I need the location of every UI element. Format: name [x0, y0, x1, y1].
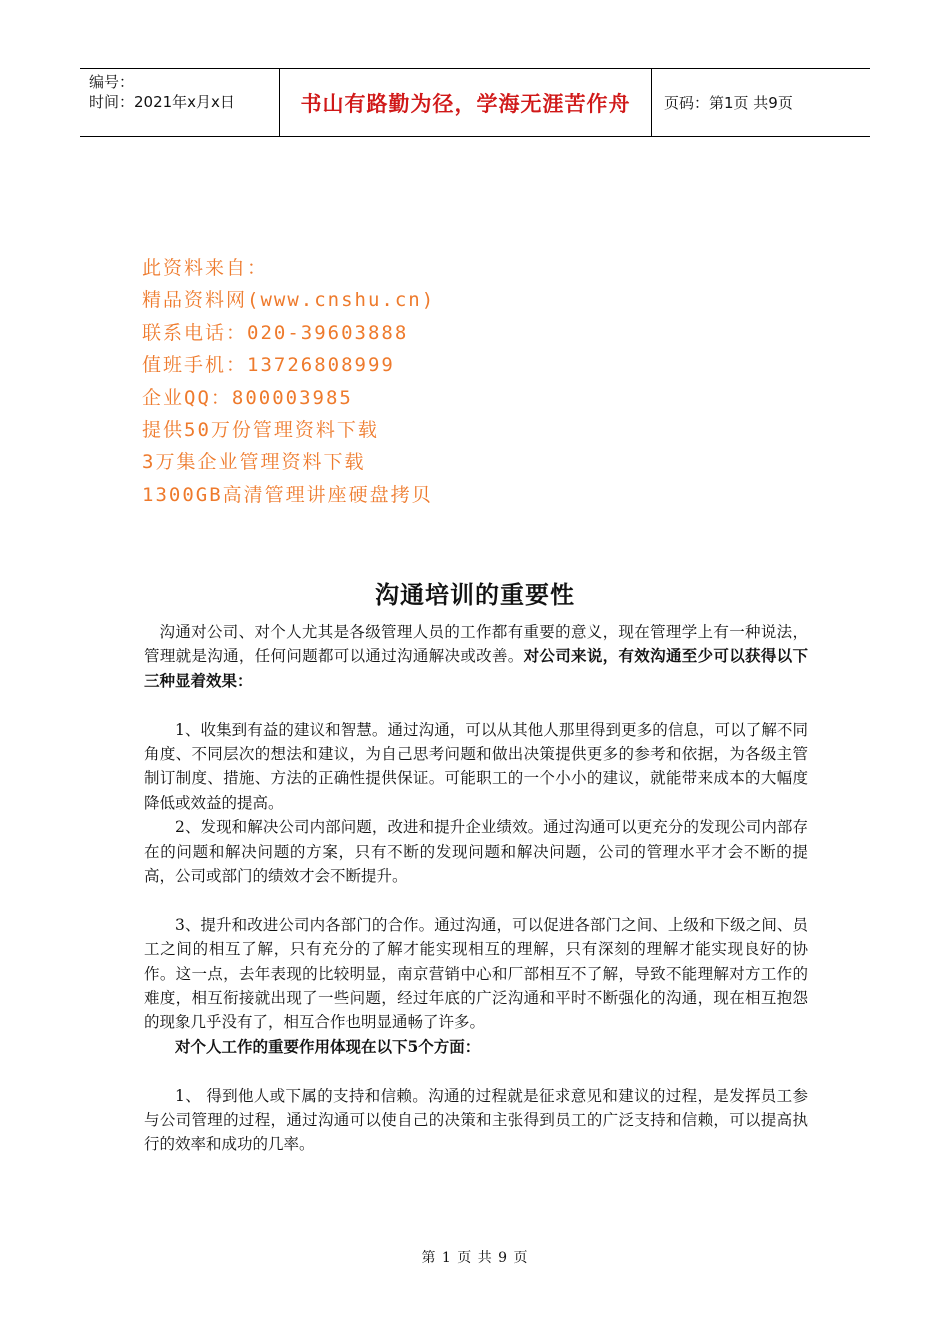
point-3-paragraph: 3、提升和改进公司内各部门的合作。通过沟通，可以促进各部门之间、上级和下级之间、员工之间的相互了解，只有充分的了解才能实现相互的理解，只有深刻的理解才能实现良好的协作。这一点，去年表现的比较明显，南京营销中心和厂部相互不了解，导致不能理解对方工作的难度，相互衔接就出现了一些问题，经过年底的广泛沟通和平时不断强化的沟通，现在相互抱怨的现象几乎没有了，相互合作也明显通畅了许多。	[144, 915, 808, 1032]
intro-paragraph	[144, 620, 808, 693]
document-title: 沟通培训的重要性	[375, 580, 575, 609]
intro-bold-text: 对公司来说，有效沟通至少可以获得以下三种显着效果：	[144, 646, 808, 690]
promo-line: 此资料来自：	[142, 257, 269, 279]
point-1-paragraph: 1、收集到有益的建议和智慧。通过沟通，可以从其他人那里得到更多的信息，可以了解不同角度、不同层次的想法和建议，为自己思考问题和做出决策提供更多的参考和依据，为各级主管制订制度、措施、方法的正确性提供保证。可能职工的一个小小的建议，就能带来成本的大幅度降低或效益的提高。	[144, 720, 808, 812]
personal-heading: 对个人工作的重要作用体现在以下5个方面：	[175, 1036, 481, 1056]
document-header	[80, 68, 870, 137]
document-body	[144, 620, 808, 1157]
time-label: 时间：2021年x月x日	[89, 93, 235, 111]
header-meta	[80, 69, 280, 136]
number-label: 编号：	[89, 73, 135, 91]
promo-line: 企业QQ：800003985	[142, 386, 353, 409]
promo-line: 提供50万份管理资料下载	[142, 419, 379, 442]
page-footer: 第 1 页 共 9 页	[421, 1250, 529, 1266]
promo-line: 精品资料网(www.cnshu.cn)	[142, 289, 436, 312]
personal-1-paragraph: 1、 得到他人或下属的支持和信赖。沟通的过程就是征求意见和建议的过程，是发挥员工参与公司管理的过程，通过沟通可以使自己的决策和主张得到员工的广泛支持和信赖，可以提高执行的效率和成功的几率。	[144, 1086, 808, 1154]
intro-text: 沟通对公司、对个人尤其是各级管理人员的工作都有重要的意义，现在管理学上有一种说法，管理就是沟通，任何问题都可以通过沟通解决或改善。	[144, 623, 808, 666]
promo-block	[142, 252, 742, 511]
promo-line: 值班手机：13726808999	[142, 354, 395, 377]
promo-line: 1300GB高清管理讲座硬盘拷贝	[142, 483, 433, 506]
promo-line: 联系电话：020-39603888	[142, 321, 409, 344]
header-page-info: 页码：第1页 共9页	[664, 94, 793, 112]
point-2-paragraph: 2、发现和解决公司内部问题，改进和提升企业绩效。通过沟通可以更充分的发现公司内部存在的问题和解决问题的方案，只有不断的发现问题和解决问题，公司的管理水平才会不断的提高，公司或部门的绩效才会不断提升。	[144, 818, 808, 886]
header-motto: 书山有路勤为径，学海无涯苦作舟	[280, 69, 652, 136]
promo-line: 3万集企业管理资料下载	[142, 451, 366, 474]
